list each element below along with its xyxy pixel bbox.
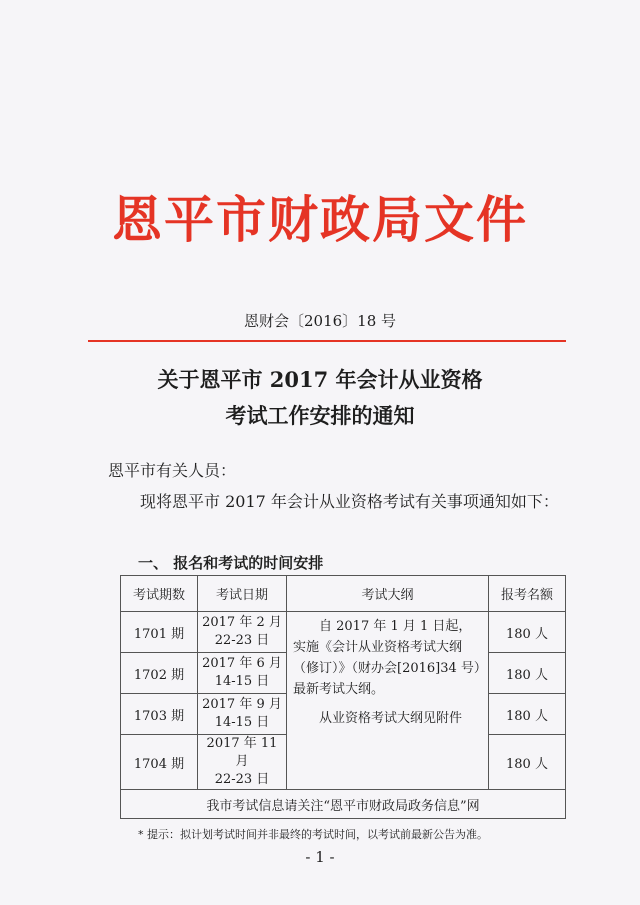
exam-info-note: 我市考试信息请关注“恩平市财政局政务信息”网 xyxy=(121,790,566,819)
date-cell xyxy=(198,694,287,735)
document-number: 恩财会〔2016〕18 号 xyxy=(243,312,397,330)
syllabus-effective-text: 自 2017 年 1 月 1 日起，实施《会计从业资格考试大纲（修订）》（财办会[2016]34 号）最新考试大纲。 xyxy=(293,619,481,697)
syllabus-attachment-text: 从业资格考试大纲见附件 xyxy=(319,711,463,726)
date-month: 2017 年 11 月 xyxy=(206,736,278,769)
header-date: 考试日期 xyxy=(198,576,287,612)
table-row xyxy=(121,612,566,653)
exam-schedule-table xyxy=(120,575,566,819)
table-header-row xyxy=(121,576,566,612)
date-days: 14-15 日 xyxy=(214,674,270,689)
date-month: 2017 年 9 月 xyxy=(202,697,282,712)
tip-note: * 提示：拟计划考试时间并非最终的考试时间，以考试前最新公告为准。 xyxy=(138,828,488,841)
syllabus-cell xyxy=(287,612,489,790)
notice-title-line2: 考试工作安排的通知 xyxy=(225,403,415,428)
quota-cell: 180 人 xyxy=(489,735,566,790)
date-cell xyxy=(198,653,287,694)
red-divider xyxy=(88,340,566,342)
notice-title-line1: 关于恩平市 2017 年会计从业资格 xyxy=(157,367,483,392)
date-cell xyxy=(198,735,287,790)
date-days: 22-23 日 xyxy=(214,772,270,787)
quota-cell: 180 人 xyxy=(489,653,566,694)
period-cell: 1701 期 xyxy=(121,612,198,653)
period-cell: 1702 期 xyxy=(121,653,198,694)
date-days: 22-23 日 xyxy=(214,633,270,648)
issuer-banner: 恩平市财政局文件 xyxy=(112,190,528,249)
section-heading-schedule: 一、 报名和考试的时间安排 xyxy=(138,554,324,572)
header-quota: 报考名额 xyxy=(489,576,566,612)
header-syllabus: 考试大纲 xyxy=(287,576,489,612)
quota-cell: 180 人 xyxy=(489,612,566,653)
page-number: - 1 - xyxy=(305,848,335,866)
intro-paragraph: 现将恩平市 2017 年会计从业资格考试有关事项通知如下： xyxy=(140,492,559,511)
date-month: 2017 年 2 月 xyxy=(202,615,282,630)
period-cell: 1704 期 xyxy=(121,735,198,790)
table-footer-row xyxy=(121,790,566,819)
date-cell xyxy=(198,612,287,653)
date-days: 14-15 日 xyxy=(214,715,270,730)
quota-cell: 180 人 xyxy=(489,694,566,735)
salutation: 恩平市有关人员： xyxy=(108,461,237,480)
header-period: 考试期数 xyxy=(121,576,198,612)
date-month: 2017 年 6 月 xyxy=(202,656,282,671)
period-cell: 1703 期 xyxy=(121,694,198,735)
